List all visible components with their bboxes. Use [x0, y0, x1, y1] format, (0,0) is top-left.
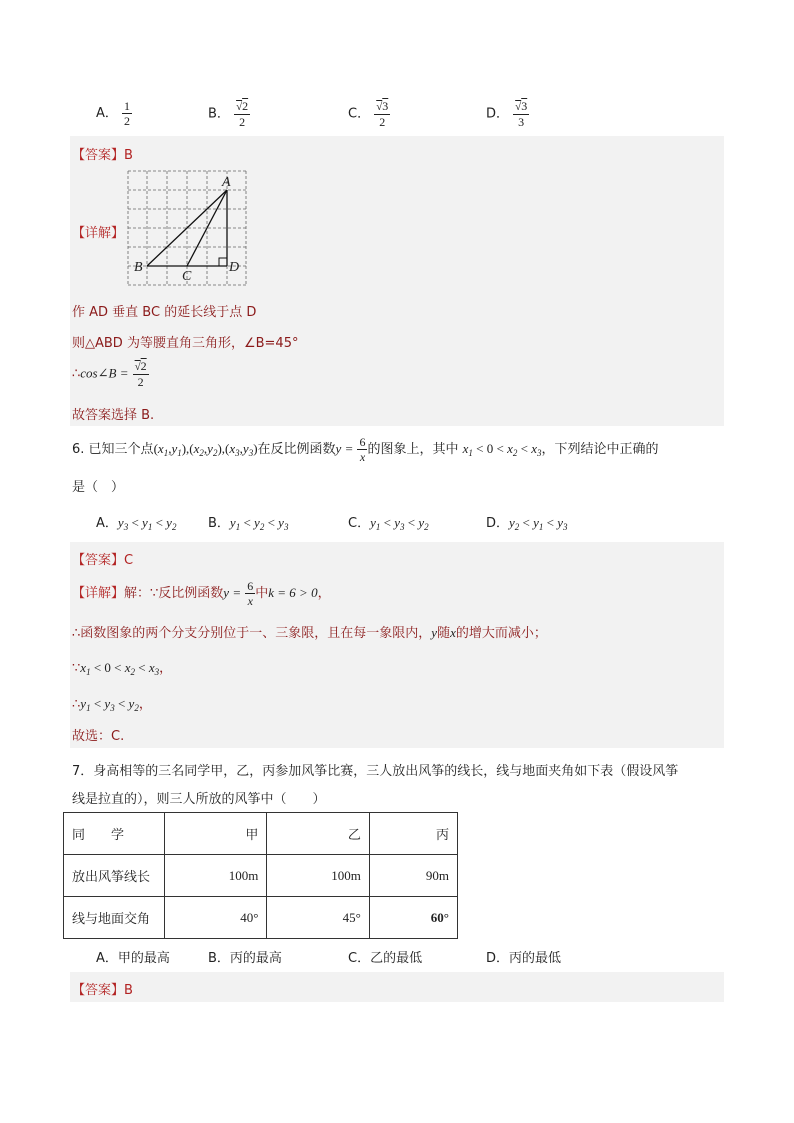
- q7-option-c: C．乙的最低: [348, 951, 423, 966]
- q6-answer: 【答案】C: [72, 553, 134, 568]
- q6-answer-block: [70, 542, 724, 748]
- q5-cos-line: ∴cos∠B = √ $\frac{2}{2}$: [72, 360, 149, 388]
- q6-option-d: D．$y_2 < y_1 < y_3$: [486, 515, 568, 532]
- fig-label-d: D: [229, 260, 240, 275]
- q6-detail-line-3: $\because x_1 < 0 < x_2 < x_3$，: [72, 660, 173, 677]
- q7-answer: 【答案】B: [72, 983, 133, 998]
- table-row: 放出风筝线长 100m 100m 90m: [64, 855, 458, 897]
- q5-detail-line-2: 则△ABD 为等腰直角三角形，∠B=45°: [72, 336, 299, 351]
- q6-stem-line-1: 6. 已知三个点$(x_1,y_1),(x_2,y_2),(x_3,y_3)$在反比例函数y = $\frac{6}{x}$ 的图象上，其中 $x_1 < 0 < x_2 < x_3$，下列结论中正确的: [72, 435, 659, 464]
- q7-kite-table: [63, 812, 458, 939]
- q6-final: 故选：C.: [72, 729, 125, 744]
- fig-label-b: B: [134, 260, 143, 275]
- q6-option-c: C．$y_1 < y_3 < y_2$: [348, 515, 429, 532]
- q7-option-b: B．丙的最高: [208, 951, 282, 966]
- q7-option-a: A．甲的最高: [96, 951, 170, 966]
- q5-detail-line-1: 作 AD 垂直 BC 的延长线于点 D: [72, 305, 257, 320]
- q5-answer: 【答案】B: [72, 148, 133, 163]
- fig-label-a: A: [222, 175, 231, 190]
- q6-detail-line-1: 【详解】解：∵反比例函数y = $\frac{6}{x}$ 中k = 6 > 0，: [72, 579, 331, 608]
- q7-stem-line-1: 7．身高相等的三名同学甲，乙，丙参加风筝比赛，三人放出风筝的线长，线与地面夹角如下表（假设风筝: [72, 764, 679, 779]
- q5-option-d: D． √ $\frac{3}{3}$: [486, 100, 529, 128]
- q5-option-a: A． $\frac{1}{2}$: [96, 99, 131, 128]
- q7-option-d: D．丙的最低: [486, 951, 562, 966]
- sqrt-num: √ 2: [236, 99, 248, 113]
- q5-option-c: C． √ $\frac{3}{2}$: [348, 100, 390, 128]
- q6-detail-line-2: ∴函数图象的两个分支分别位于一、三象限，且在每一象限内，y随x的增大而减小；: [72, 625, 547, 641]
- q5-final: 故答案选择 B.: [72, 408, 155, 423]
- table-row: 同 学 甲 乙 丙: [64, 813, 458, 855]
- q5-detail-label: 【详解】: [72, 226, 125, 241]
- fig-label-c: C: [182, 269, 192, 284]
- q7-answer-block: [70, 972, 724, 1002]
- q6-option-a: A．$y_3 < y_1 < y_2$: [96, 515, 177, 532]
- q6-stem-line-2: 是（ ）: [72, 480, 125, 495]
- frac-num: 1: [124, 99, 131, 113]
- sqrt-num: √ 3: [515, 99, 527, 113]
- q6-detail-line-4: $\therefore y_1 < y_3 < y_2$，: [72, 696, 152, 713]
- frac-den: 2: [124, 114, 131, 128]
- table-row: 线与地面交角 40° 45° 60°: [64, 897, 458, 939]
- q7-stem-line-2: 线是拉直的），则三人所放的风筝中（ ）: [72, 792, 326, 807]
- q5-option-b: B． √ $\frac{2}{2}$: [208, 100, 250, 128]
- sqrt-num: √ 3: [376, 99, 388, 113]
- q6-option-b: B．$y_1 < y_2 < y_3$: [208, 515, 289, 532]
